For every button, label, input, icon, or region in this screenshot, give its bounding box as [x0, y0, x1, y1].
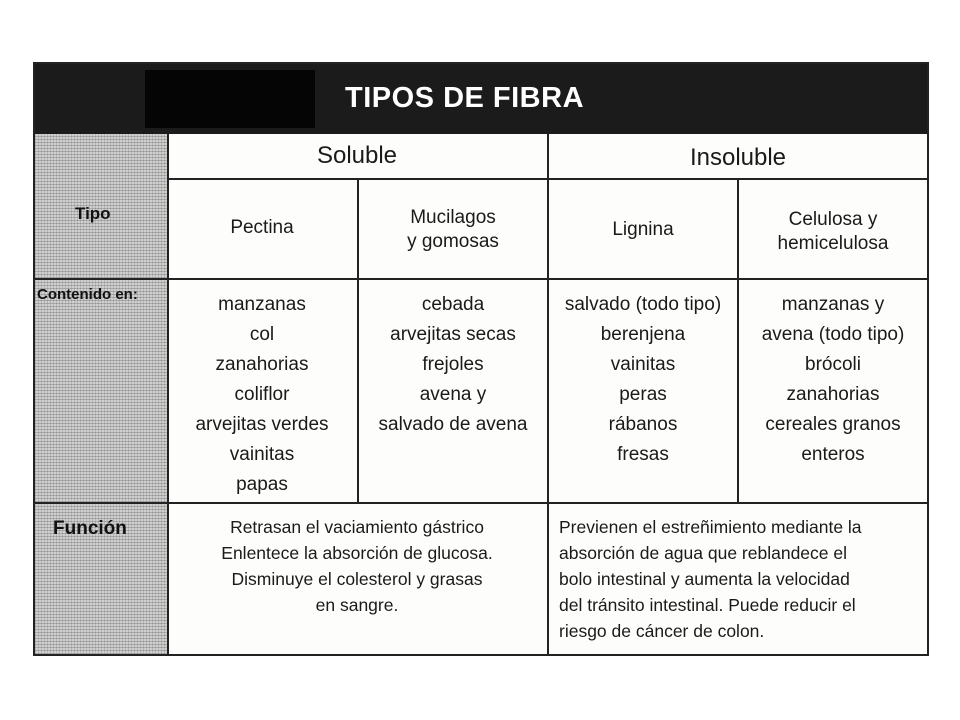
- list-item: zanahorias: [786, 384, 880, 405]
- funcion-line: Retrasan el vaciamiento gástrico: [230, 517, 484, 537]
- type-mucilagos-line: Mucilagos: [410, 207, 496, 228]
- funcion-soluble: [167, 514, 547, 618]
- divider-types-contenido: [35, 278, 927, 280]
- list-item: arvejitas verdes: [195, 414, 329, 435]
- contenido-mucilagos: [359, 290, 547, 440]
- title-dark-block: [145, 70, 315, 128]
- list-item: peras: [619, 384, 667, 405]
- fiber-types-table: [33, 62, 929, 656]
- list-item: manzanas: [218, 294, 306, 315]
- contenido-pectina: [167, 290, 357, 500]
- type-celulosa: [739, 208, 927, 256]
- group-insoluble: Insoluble: [689, 144, 787, 171]
- type-lignina: Lignina: [612, 219, 674, 240]
- row-label-tipo: Tipo: [75, 204, 111, 223]
- list-item: avena y: [419, 384, 487, 405]
- funcion-line: en sangre.: [315, 595, 399, 615]
- list-item: enteros: [801, 444, 865, 465]
- row-header-tipo: [35, 134, 169, 278]
- list-item: col: [249, 324, 275, 345]
- list-item: manzanas y: [781, 294, 885, 315]
- row-label-contenido: Contenido en:: [37, 286, 138, 303]
- list-item: avena (todo tipo): [761, 324, 905, 345]
- list-item: zanahorias: [215, 354, 309, 375]
- list-item: cereales granos: [765, 414, 901, 435]
- table-title: TIPOS DE FIBRA: [345, 82, 585, 114]
- table-grid: [35, 134, 927, 654]
- group-soluble: Soluble: [316, 142, 398, 169]
- type-pectina: Pectina: [230, 217, 294, 238]
- contenido-celulosa: [739, 290, 927, 470]
- type-mucilagos-line: y gomosas: [407, 231, 499, 252]
- contenido-lignina: [549, 290, 737, 470]
- list-item: papas: [236, 474, 288, 495]
- row-label-funcion: Función: [53, 518, 127, 539]
- funcion-line: absorción de agua que reblandece el: [559, 543, 847, 563]
- list-item: coliflor: [234, 384, 290, 405]
- list-item: vainitas: [610, 354, 676, 375]
- list-item: vainitas: [229, 444, 295, 465]
- row-header-funcion: [35, 502, 169, 654]
- divider-contenido-funcion: [35, 502, 927, 504]
- type-celulosa-line: Celulosa y: [788, 209, 878, 230]
- list-item: brócoli: [805, 354, 861, 375]
- list-item: salvado (todo tipo): [564, 294, 722, 315]
- funcion-line: del tránsito intestinal. Puede reducir el: [559, 595, 856, 615]
- list-item: cebada: [421, 294, 485, 315]
- type-celulosa-line: hemicelulosa: [777, 233, 889, 254]
- funcion-line: bolo intestinal y aumenta la velocidad: [559, 569, 850, 589]
- title-bar: [35, 64, 927, 134]
- list-item: fresas: [617, 444, 669, 465]
- funcion-insoluble: [559, 514, 923, 644]
- list-item: berenjena: [600, 324, 686, 345]
- funcion-line: Previenen el estreñimiento mediante la: [559, 517, 862, 537]
- funcion-line: Disminuye el colesterol y grasas: [231, 569, 483, 589]
- type-mucilagos: [359, 206, 547, 254]
- list-item: frejoles: [422, 354, 484, 375]
- list-item: rábanos: [608, 414, 678, 435]
- funcion-line: Enlentece la absorción de glucosa.: [221, 543, 493, 563]
- list-item: arvejitas secas: [390, 324, 516, 345]
- list-item: salvado de avena: [378, 414, 528, 435]
- row-header-contenido: [35, 278, 169, 502]
- funcion-line: riesgo de cáncer de colon.: [559, 621, 765, 641]
